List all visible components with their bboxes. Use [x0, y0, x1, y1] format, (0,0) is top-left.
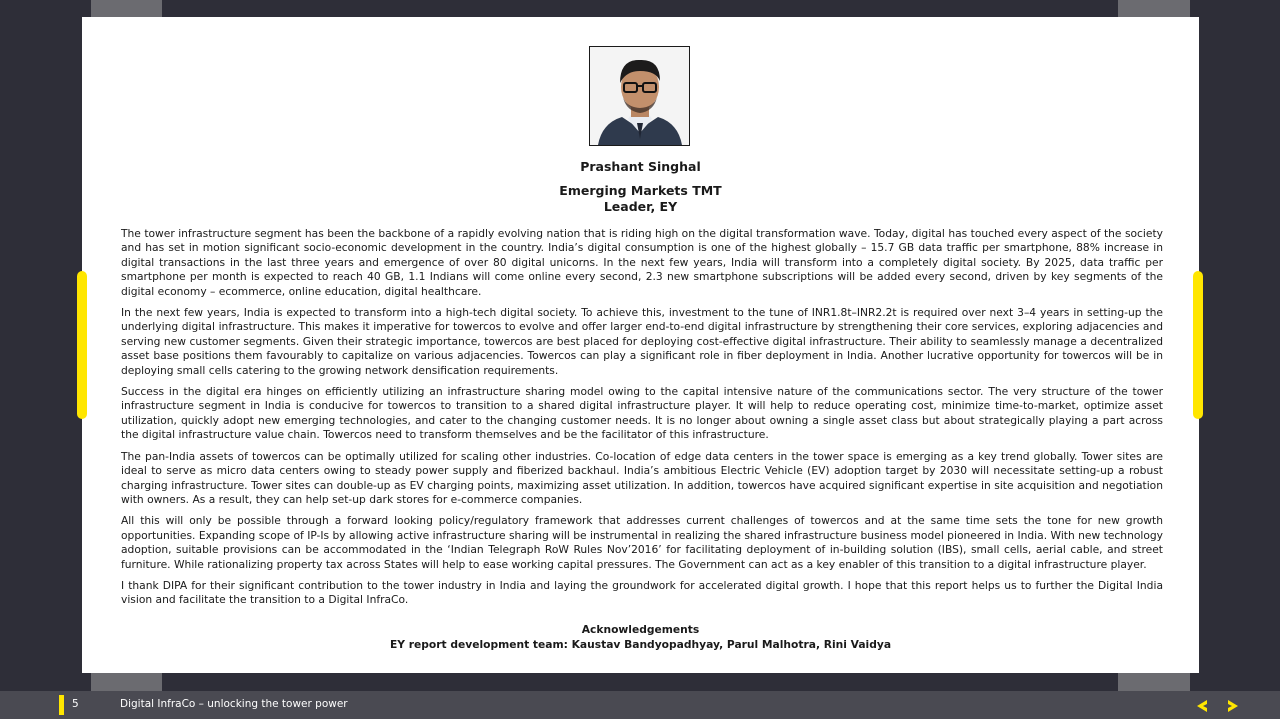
person-name: Prashant Singhal	[580, 159, 701, 174]
acknowledgements	[82, 622, 1199, 652]
acknowledgements-team: EY report development team: Kaustav Bandyopadhyay, Parul Malhotra, Rini Vaidya	[389, 638, 892, 651]
role-line-2: Leader, EY	[603, 199, 678, 214]
chevron-right-icon[interactable]	[1225, 698, 1241, 712]
foreword-body	[121, 227, 1163, 615]
document-page	[82, 17, 1199, 673]
top-left-tab	[91, 0, 162, 17]
paragraph-3: Success in the digital era hinges on efficiently utilizing an infrastructure sharing model owing to the capital intensive nature of the communications sector. The very structure of the tower infrastructure segment in India is conducive for towercos to transition to a shared digital infrastructure player. It will help to reduce operating cost, minimize time-to-market, optimize asset utilization, quickly adopt new emerging technologies, and cater to the changing customer needs. It is no longer about owning a single asset class but about strategically playing a part across the digital infrastructure value chain. Towercos need to transform themselves and be the facilitator of this infrastructure.	[121, 385, 1163, 442]
page-number: 5	[72, 698, 79, 710]
bottom-left-tab	[91, 673, 162, 691]
acknowledgements-heading: Acknowledgements	[581, 623, 700, 636]
paragraph-5: All this will only be possible through a forward looking policy/regulatory framework that addresses current challenges of towercos and at the same time sets the tone for new growth opportunities. Expanding scope of IP-Is by allowing active infrastructure sharing will be instrumental in realizing the shared infrastructure business model pioneered in India. With new technology adoption, suitable provisions can be accommodated in the ‘Indian Telegraph RoW Rules Nov’2016’ for facilitating deployment of in-building solution (IBS), small cells, aerial cable, and street furniture. While rationalizing property tax across States will help to ease working capital pressures. The Government can act as a key enabler of this transition to a digital infrastructure player.	[121, 514, 1163, 571]
paragraph-2: In the next few years, India is expected to transform into a high-tech digital society. To achieve this, investment to the tune of INR1.8t–INR2.2t is required over next 3–4 years in setting-up the underlying digital infrastructure. This makes it imperative for towercos to evolve and offer larger end-to-end digital infrastructure by strengthening their core services, exploring adjacencies and serving new customer segments. Given their strategic importance, towercos are best placed for deploying cost-effective digital infrastructure. Their ability to seamlessly manage a decentralized asset base positions them favourably to capitalize on various adjacencies. Towercos can play a significant role in fiber deployment in India. Another lucrative opportunity for towercos will be in deploying small cells catering to the growing network densification requirements.	[121, 306, 1163, 377]
left-accent-bar	[77, 271, 87, 419]
paragraph-1: The tower infrastructure segment has been the backbone of a rapidly evolving nation that is riding high on the digital transformation wave. Today, digital has touched every aspect of the society and has set in motion significant socio-economic development in the country. India’s digital consumption is one of the highest globally – 15.7 GB data traffic per smartphone, 88% increase in digital transactions in the last three years and emergence of over 80 digital unicorns. In the next few years, India will transform into a completely digital society. By 2025, data traffic per smartphone per month is expected to reach 40 GB, 1.1 Indians will come online every second, 2.3 new smartphone subscriptions will be added every second, driven by key segments of the digital economy – ecommerce, online education, digital healthcare.	[121, 227, 1163, 298]
footer-title: Digital InfraCo – unlocking the tower power	[120, 698, 348, 710]
bottom-right-tab	[1118, 673, 1190, 691]
paragraph-4: The pan-India assets of towercos can be optimally utilized for scaling other industries. Co-location of edge data centers in the tower space is emerging as a key trend globally. Tower sites are ideal to serve as micro data centers owing to steady power supply and fiberized backhaul. India’s ambitious Electric Vehicle (EV) adoption target by 2030 will necessitate setting-up a robust charging infrastructure. Tower sites can double-up as EV charging points, maximizing asset utilization. In addition, towercos have acquired significant expertise in site acquisition and negotiation with owners. As a result, they can help set-up dark stores for e-commerce companies.	[121, 449, 1163, 506]
portrait-photo	[589, 46, 690, 146]
paragraph-6: I thank DIPA for their significant contribution to the tower industry in India and laying the groundwork for accelerated digital growth. I hope that this report helps us to further the Digital India vision and facilitate the transition to a Digital InfraCo.	[121, 578, 1163, 607]
footer-bar	[0, 691, 1280, 719]
person-role	[82, 183, 1199, 215]
footer-accent	[59, 695, 64, 715]
right-accent-bar	[1193, 271, 1203, 419]
role-line-1: Emerging Markets TMT	[559, 183, 722, 198]
chevron-left-icon[interactable]	[1194, 698, 1210, 712]
top-right-tab	[1118, 0, 1190, 17]
